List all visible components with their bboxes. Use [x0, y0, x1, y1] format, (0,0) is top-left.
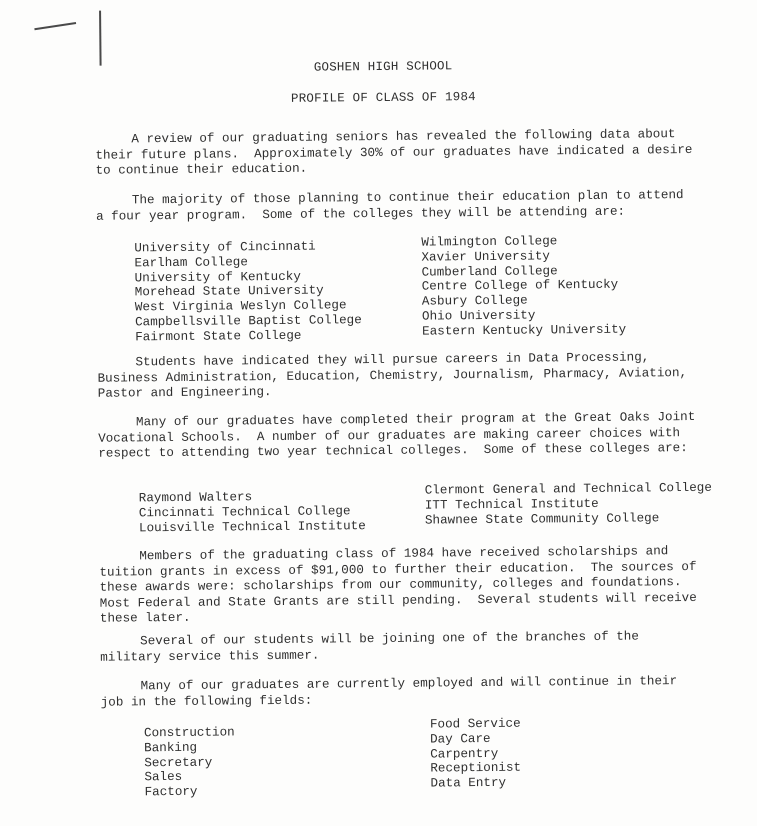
pen-mark-vertical — [99, 11, 101, 66]
list-item: Banking — [144, 740, 198, 756]
list-item: Day Care — [430, 731, 491, 747]
list-item: Carpentry — [430, 746, 499, 762]
paragraph-four-year: The majority of those planning to continue their education plan to attend a four year program. Some of the colleges they will be attending are: — [95, 188, 692, 224]
paragraph-employment: Many of our graduates are currently employed and will continue in their job in the following fields: — [100, 674, 685, 710]
paragraph-intro: A review of our graduating seniors has revealed the following data about their future plans. Approximately 30% of our graduates have indicated a desire to continue their education. — [95, 127, 701, 178]
list-item: Morehead State University — [134, 283, 324, 300]
list-item: Food Service — [429, 716, 521, 732]
employment-fields-right — [430, 717, 521, 792]
list-item: Xavier University — [421, 249, 550, 265]
list-item: Cincinnati Technical College — [138, 504, 351, 521]
paragraph-vocational: Many of our graduates have completed their program at the Great Oaks Joint Vocational Schools. A number of our graduates are making career choices with respect to attending two year technical colleges. Some of these colleges are: — [98, 409, 703, 461]
list-item: Secretary — [144, 755, 213, 770]
list-item: Fairmont State College — [135, 328, 302, 345]
list-item: ITT Technical Institute — [424, 496, 599, 513]
list-item: Construction — [143, 725, 235, 741]
list-item: Wilmington College — [421, 234, 558, 250]
pen-mark-horizontal — [34, 22, 76, 30]
list-item: Clermont General and Technical College — [424, 480, 712, 498]
list-item: West Virginia Weslyn College — [134, 298, 347, 315]
list-item: Centre College of Kentucky — [421, 278, 619, 294]
four-year-colleges-right — [421, 234, 626, 340]
list-item: Eastern Kentucky University — [422, 322, 627, 339]
list-item: Cumberland College — [421, 263, 558, 280]
list-item: Louisville Technical Institute — [138, 518, 366, 535]
technical-colleges-left — [139, 489, 366, 536]
list-item: Factory — [144, 784, 198, 800]
list-item: University of Kentucky — [134, 269, 301, 285]
list-item: Earlham College — [134, 255, 248, 271]
employment-fields-left — [144, 725, 235, 800]
paragraph-scholarships: Members of the graduating class of 1984 have received scholarships and tuition grants in excess of $91,000 to further their education. The sources of these awards were: scholarships from our community, colleges and foundations. Most Federal and State Grants are still pending. Several students will receive these later. — [99, 544, 705, 626]
paragraph-careers: Students have indicated they will pursue careers in Data Processing, Business Administration, Education, Chemistry, Journalism, Pharmacy, Aviation, Pastor and Engineering. — [97, 350, 695, 401]
profile-subtitle: PROFILE OF CLASS OF 1984 — [290, 90, 476, 106]
list-item: Data Entry — [430, 775, 507, 791]
list-item: Raymond Walters — [138, 490, 253, 506]
school-title: GOSHEN HIGH SCHOOL — [313, 59, 453, 75]
list-item: Ohio University — [421, 308, 536, 324]
list-item: University of Cincinnati — [134, 239, 316, 256]
list-item: Campbellsville Baptist College — [134, 313, 362, 330]
paragraph-military: Several of our students will be joining one of the branches of the military service this summer. — [100, 629, 647, 665]
list-item: Shawnee State Community College — [424, 510, 660, 528]
list-item: Receptionist — [430, 761, 522, 776]
technical-colleges-right — [425, 481, 713, 528]
list-item: Sales — [144, 770, 183, 785]
list-item: Asbury College — [421, 293, 528, 309]
four-year-colleges-left — [134, 239, 362, 345]
